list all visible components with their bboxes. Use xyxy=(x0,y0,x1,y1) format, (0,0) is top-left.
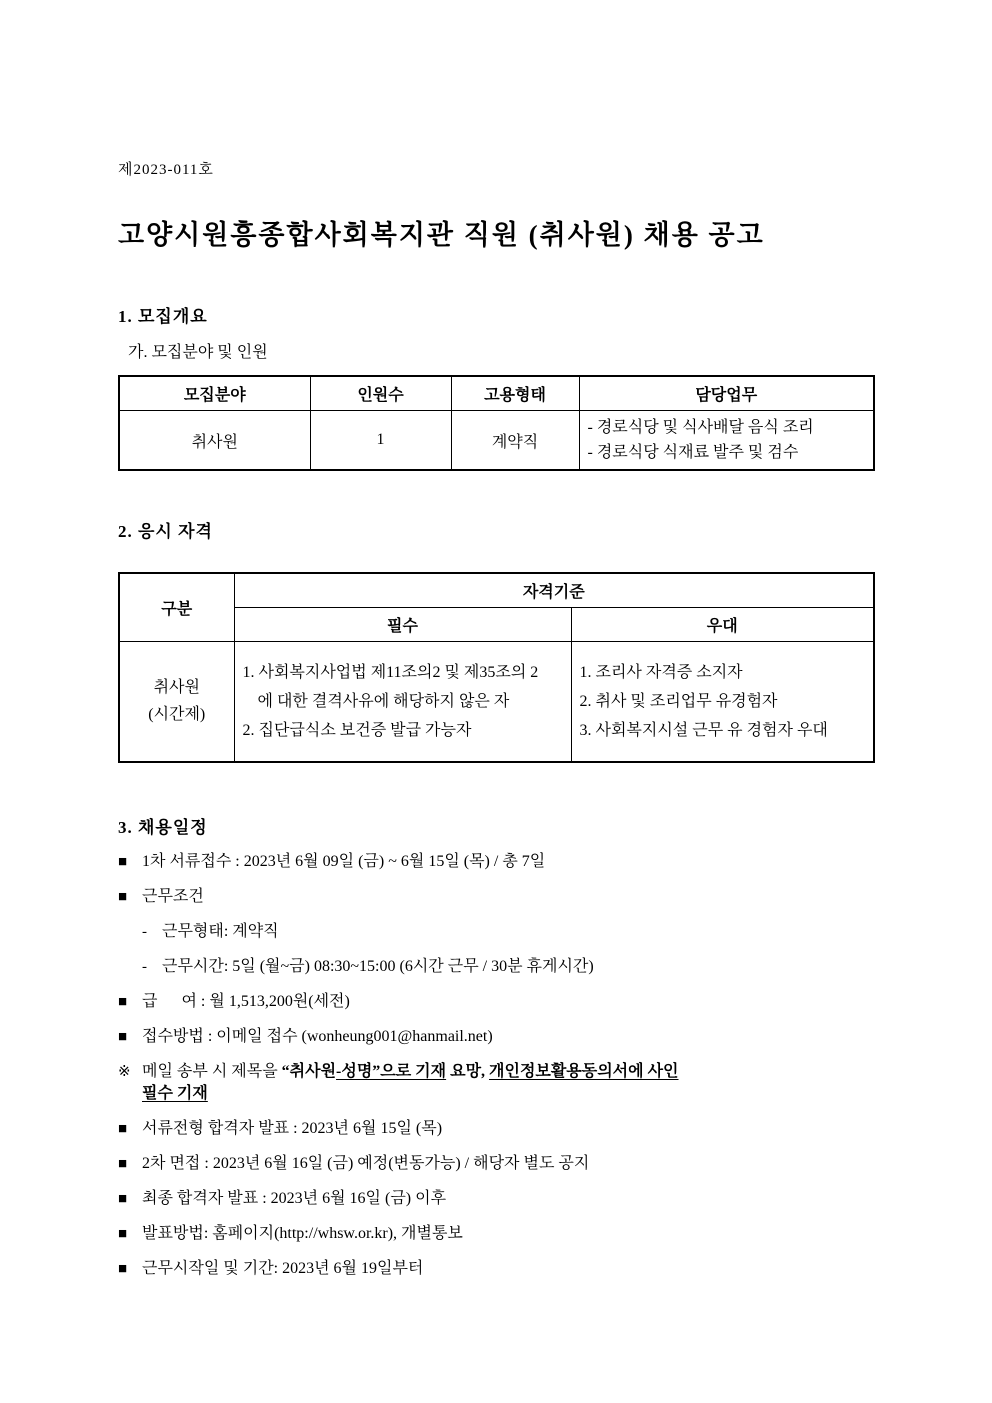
note-underline-1: -성명”으로 기재 xyxy=(336,1062,447,1080)
header-headcount: 인원수 xyxy=(310,376,451,411)
square-bullet-icon: ■ xyxy=(118,1120,128,1137)
list-item xyxy=(118,1153,878,1175)
doc-number: 제2023-011호 xyxy=(118,162,214,178)
list-item xyxy=(118,851,878,873)
schedule-item-text: 최종 합격자 발표 : 2023년 6월 16일 (금) 이후 xyxy=(142,1189,447,1207)
category-line: (시간제) xyxy=(148,706,206,724)
note-bold-open: “취사원 xyxy=(281,1062,337,1080)
category-line: 취사원 xyxy=(153,679,200,697)
cell-category xyxy=(119,642,234,762)
list-item xyxy=(118,1026,878,1048)
schedule-item-text: 근무시간: 5일 (월~금) 08:30~15:00 (6시간 근무 / 30분 휴게시간) xyxy=(162,957,594,975)
preferred-line: 3. 사회복지시설 근무 유 경험자 우대 xyxy=(579,721,828,739)
schedule-item-text: 발표방법: 홈페이지(http://whsw.or.kr), 개별통보 xyxy=(142,1224,463,1242)
schedule-item-text: 급 여 : 월 1,513,200원(세전) xyxy=(142,992,350,1010)
list-item-note xyxy=(118,1061,878,1105)
eligibility-header-row-1 xyxy=(119,573,874,608)
list-item xyxy=(118,1223,878,1245)
page-title: 고양시원흥종합사회복지관 직원 (취사원) 채용 공고 xyxy=(118,220,765,250)
schedule-item-text: 접수방법 : 이메일 접수 (wonheung001@hanmail.net) xyxy=(142,1027,493,1045)
section-recruit-overview xyxy=(118,302,878,471)
square-bullet-icon: ■ xyxy=(118,1260,128,1277)
section1-subheading: 가. 모집분야 및 인원 xyxy=(128,344,268,361)
schedule-item-text: 2차 면접 : 2023년 6월 16일 (금) 예정(변동가능) / 해당자 별도 공지 xyxy=(142,1154,590,1172)
cell-preferred xyxy=(571,642,874,762)
reference-mark-icon: ※ xyxy=(118,1063,131,1080)
header-duties: 담당업무 xyxy=(579,376,874,411)
square-bullet-icon: ■ xyxy=(118,1190,128,1207)
required-line: 2. 집단급식소 보건증 발급 가능자 xyxy=(242,721,472,739)
list-item xyxy=(118,1188,878,1210)
cell-employment-type: 계약직 xyxy=(451,411,579,471)
square-bullet-icon: ■ xyxy=(118,1155,128,1172)
dash-bullet-icon: - xyxy=(142,923,147,940)
header-recruit-field: 모집분야 xyxy=(119,376,310,411)
square-bullet-icon: ■ xyxy=(118,1028,128,1045)
schedule-list xyxy=(118,851,878,1280)
list-item xyxy=(118,991,878,1013)
cell-headcount: 1 xyxy=(310,411,451,471)
square-bullet-icon: ■ xyxy=(118,888,128,905)
table-row xyxy=(119,411,874,471)
section2-heading: 2. 응시 자격 xyxy=(118,522,213,541)
square-bullet-icon: ■ xyxy=(118,993,128,1010)
cell-required xyxy=(234,642,571,762)
cell-recruit-field: 취사원 xyxy=(119,411,310,471)
duty-line: - 경로식당 식재료 발주 및 검수 xyxy=(587,444,799,461)
square-bullet-icon: ■ xyxy=(118,1225,128,1242)
recruit-table-header-row xyxy=(119,376,874,411)
section-schedule xyxy=(118,813,878,1280)
required-line: 1. 사회복지사업법 제11조의2 및 제35조의 2 xyxy=(242,663,539,681)
section1-heading: 1. 모집개요 xyxy=(118,307,208,326)
preferred-line: 1. 조리사 자격증 소지자 xyxy=(579,663,743,681)
table-row xyxy=(119,642,874,762)
schedule-item-text: 서류전형 합격자 발표 : 2023년 6월 15일 (목) xyxy=(142,1119,443,1137)
section3-heading: 3. 채용일정 xyxy=(118,817,208,837)
dash-bullet-icon: - xyxy=(142,958,147,975)
header-qualification: 자격기준 xyxy=(234,573,874,608)
recruit-overview-table xyxy=(118,375,875,471)
duty-line: - 경로식당 및 식사배달 음식 조리 xyxy=(587,419,814,436)
header-preferred: 우대 xyxy=(571,608,874,642)
cell-duties xyxy=(579,411,874,471)
note-mid: 요망, xyxy=(446,1062,490,1080)
list-item xyxy=(118,921,878,943)
eligibility-table xyxy=(118,572,875,763)
list-item xyxy=(118,886,878,908)
preferred-line: 2. 취사 및 조리업무 유경험자 xyxy=(579,692,778,710)
note-underline-3: 필수 기재 xyxy=(142,1084,208,1102)
schedule-item-text: 근무형태: 계약직 xyxy=(162,922,279,940)
section-eligibility xyxy=(118,517,878,763)
list-item xyxy=(118,1118,878,1140)
schedule-item-text: 근무조건 xyxy=(142,887,204,905)
required-line: 에 대한 결격사유에 해당하지 않은 자 xyxy=(257,692,510,710)
note-text xyxy=(142,1061,878,1105)
schedule-item-text: 1차 서류접수 : 2023년 6월 09일 (금) ~ 6월 15일 (목) / 총 7일 xyxy=(142,852,546,870)
square-bullet-icon: ■ xyxy=(118,853,128,870)
note-underline-2: 개인정보활용동의서에 사인 xyxy=(489,1062,679,1080)
schedule-item-text: 근무시작일 및 기간: 2023년 6월 19일부터 xyxy=(142,1259,424,1277)
list-item xyxy=(118,1258,878,1280)
note-prefix: 메일 송부 시 제목을 xyxy=(142,1062,282,1080)
header-required: 필수 xyxy=(234,608,571,642)
header-category: 구분 xyxy=(119,573,234,642)
list-item xyxy=(118,956,878,978)
header-employment-type: 고용형태 xyxy=(451,376,579,411)
